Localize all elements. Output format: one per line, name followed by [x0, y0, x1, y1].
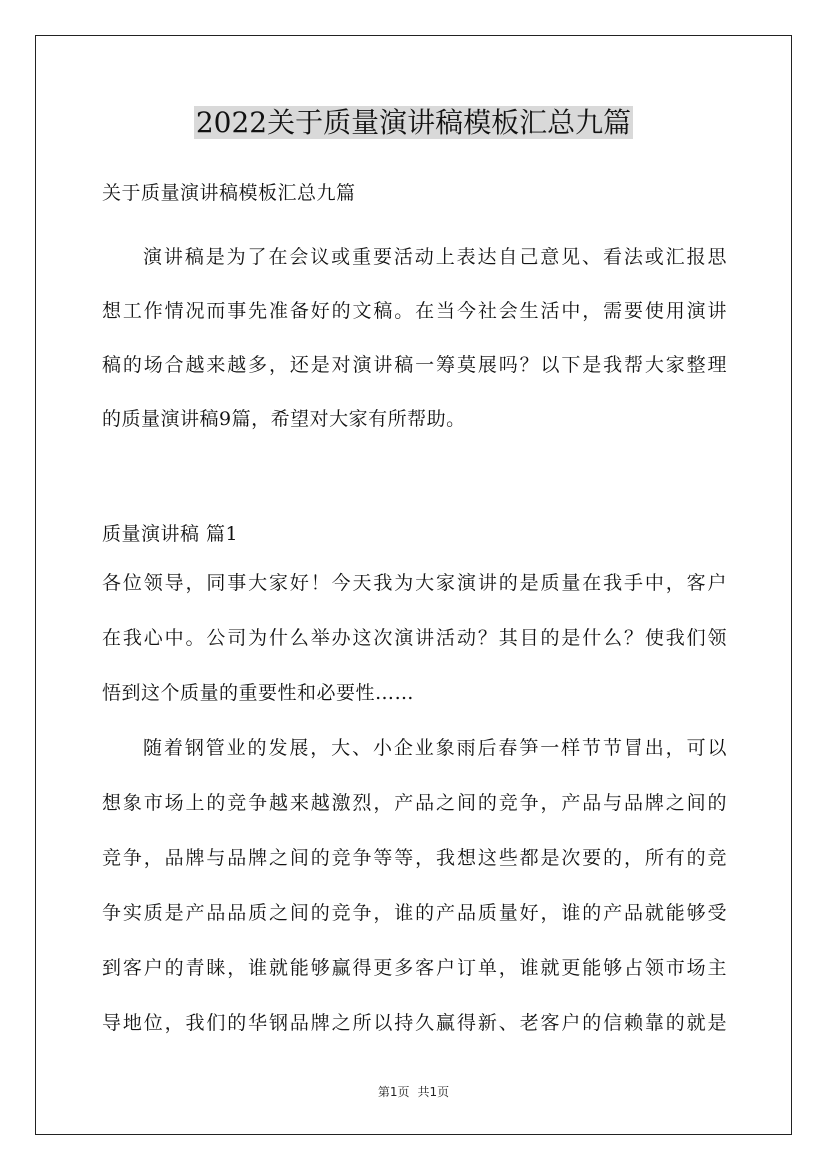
paragraph-line: 到客户的青睐，谁就能够赢得更多客户订单，谁就更能够占领市场主 [102, 957, 727, 979]
document-title-text: 2022关于质量演讲稿模板汇总九篇 [195, 106, 632, 139]
page-total: 共1页 [417, 1085, 450, 1099]
section-spacer [102, 446, 727, 512]
paragraph-line: 想象市场上的竞争越来越激烈，产品之间的竞争，产品与品牌之间的 [102, 792, 727, 814]
paragraph-line: 各位领导，同事大家好！今天我为大家演讲的是质量在我手中，客户 [102, 572, 727, 594]
document-body [102, 175, 727, 1051]
paragraph-line: 随着钢管业的发展，大、小企业象雨后春笋一样节节冒出，可以 [143, 737, 727, 759]
section-paragraph-2 [102, 721, 727, 1051]
intro-line: 的质量演讲稿9篇，希望对大家有所帮助。 [102, 408, 466, 430]
paragraph-line: 争实质是产品品质之间的竞争，谁的产品质量好，谁的产品就能够受 [102, 902, 727, 924]
intro-line: 演讲稿是为了在会议或重要活动上表达自己意见、看法或汇报思 [143, 246, 727, 268]
document-title [0, 101, 827, 145]
page-number: 第1页 [377, 1085, 410, 1099]
section-paragraph-1 [102, 556, 727, 721]
page-footer [0, 1083, 827, 1100]
section-heading: 质量演讲稿 篇1 [102, 523, 239, 545]
paragraph-line: 竞争，品牌与品牌之间的竞争等等，我想这些都是次要的，所有的竞 [102, 847, 727, 869]
paragraph-line: 在我心中。公司为什么举办这次演讲活动？其目的是什么？使我们领 [102, 627, 727, 649]
document-subtitle: 关于质量演讲稿模板汇总九篇 [102, 182, 356, 204]
intro-paragraph [102, 230, 727, 446]
paragraph-line: 导地位，我们的华钢品牌之所以持久赢得新、老客户的信赖靠的就是 [102, 1012, 727, 1034]
intro-line: 稿的场合越来越多，还是对演讲稿一筹莫展吗？以下是我帮大家整理 [102, 354, 727, 376]
paragraph-line: 悟到这个质量的重要性和必要性…… [102, 682, 415, 704]
intro-line: 想工作情况而事先准备好的文稿。在当今社会生活中，需要使用演讲 [102, 300, 727, 322]
